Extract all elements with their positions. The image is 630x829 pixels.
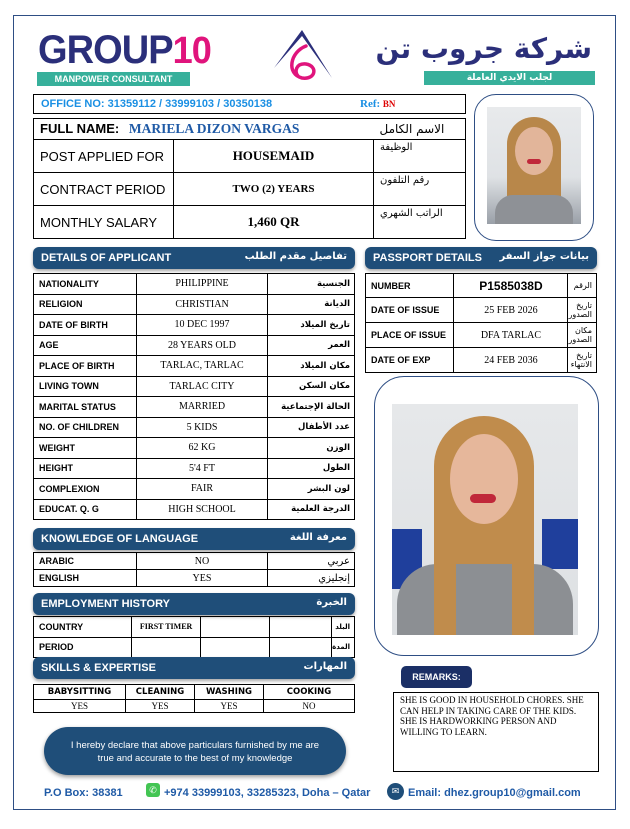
group10-logo [38,30,211,71]
remarks-text: SHE IS GOOD IN HOUSEHOLD CHORES. SHE CAN HELP IN TAKING CARE OF THE KIDS. SHE IS HARDWORKING PERSON AND WILLING TO LEARN. [393,692,599,772]
small-photo-frame [474,94,594,241]
table-row [34,617,355,638]
row-label: DATE OF BIRTH [34,315,137,336]
skills-title: SKILLS & EXPERTISE [41,662,156,674]
large-photo-frame [374,376,599,656]
row-arabic: البلد [332,617,355,638]
passport-number: P1585038D [454,274,568,298]
row-arabic: العمر [268,335,355,356]
passport-section-header [365,247,597,269]
contract-arabic: رقم التلفون [374,173,466,206]
row-value: 5 KIDS [137,417,268,438]
period-value [270,637,332,658]
language-title: KNOWLEDGE OF LANGUAGE [41,533,199,545]
salary-arabic: الراتب الشهري [374,206,466,239]
row-value: PHILIPPINE [137,274,268,295]
applicant-details-table [33,273,355,520]
language-table [33,552,355,587]
contract-value: TWO (2) YEARS [174,173,374,206]
email-icon: ✉ [387,783,404,800]
table-row [34,294,355,315]
row-arabic: الوزن [268,438,355,459]
row-label: LIVING TOWN [34,376,137,397]
country-value [201,617,270,638]
row-arabic: عدد الأطفال [268,417,355,438]
row-arabic: تاريخ الميلاد [268,315,355,336]
row-label: MARITAL STATUS [34,397,137,418]
row-label: NO. OF CHILDREN [34,417,137,438]
logo-text: GROUP [38,28,173,72]
table-row [366,348,597,373]
table-row [34,335,355,356]
row-value: 24 FEB 2036 [454,348,568,373]
table-row [34,438,355,459]
row-arabic: الجنسية [268,274,355,295]
row-label: COMPLEXION [34,479,137,500]
row-arabic: المدة [332,637,355,658]
skill-label: COOKING [264,685,355,700]
table-row [34,570,355,587]
declaration-banner [44,727,346,775]
table-row [34,376,355,397]
summary-table [33,118,466,239]
table-row [34,356,355,377]
applicant-title-arabic: تفاصيل مقدم الطلب [244,251,347,262]
row-arabic: مكان الصدور [568,323,597,348]
table-row [34,274,355,295]
ref-value: BN [382,99,396,109]
row-label: WEIGHT [34,438,137,459]
salary-value: 1,460 QR [174,206,374,239]
logo-tagline: MANPOWER CONSULTANT [37,72,190,86]
reference [360,98,395,110]
table-row [34,499,355,520]
row-label: COUNTRY [34,617,132,638]
row-label: ENGLISH [34,570,137,587]
row-label: PLACE OF BIRTH [34,356,137,377]
table-row [34,315,355,336]
full-name-cell [34,119,374,140]
skills-table [33,684,355,713]
table-row [34,553,355,570]
row-value: 62 KG [137,438,268,459]
row-value: TARLAC CITY [137,376,268,397]
row-arabic: الدرجة العلمية [268,499,355,520]
row-arabic: مكان السكن [268,376,355,397]
row-label: PLACE OF ISSUE [366,323,454,348]
period-value [132,637,201,658]
full-name-label: FULL NAME: [40,121,120,136]
row-label: NUMBER [366,274,454,298]
table-row [366,274,597,298]
skill-label: BABYSITTING [34,685,126,700]
employment-table [33,616,355,658]
declaration-line-1: I hereby declare that above particulars furnished by me are [70,740,320,751]
language-section-header [33,528,355,550]
table-row [34,479,355,500]
post-value: HOUSEMAID [174,140,374,173]
row-label: PERIOD [34,637,132,658]
row-value: YES [137,570,268,587]
salary-label: MONTHLY SALARY [34,206,174,239]
row-arabic: تاريخ الصدور [568,298,597,323]
passport-title-arabic: بيانات جواز السفر [499,251,589,262]
row-label: NATIONALITY [34,274,137,295]
post-arabic: الوظيفة [374,140,466,173]
skill-value: YES [126,700,195,713]
language-title-arabic: معرفة اللغة [289,532,347,543]
applicant-section-header [33,247,355,269]
row-value: FAIR [137,479,268,500]
row-label: ARABIC [34,553,137,570]
office-numbers-box [33,94,466,114]
contract-label: CONTRACT PERIOD [34,173,174,206]
table-row [34,458,355,479]
house-logo-icon [272,26,334,84]
row-value: CHRISTIAN [137,294,268,315]
logo-number: 10 [172,30,211,72]
declaration-line-2: true and accurate to the best of my knowledge [97,753,293,764]
skills-section-header [33,657,355,679]
row-label: AGE [34,335,137,356]
passport-table [365,273,597,373]
passport-title: PASSPORT DETAILS [373,252,482,264]
row-arabic: تاريخ الانتهاء [568,348,597,373]
arabic-tagline: لجلب الايدي العاملة [424,71,595,85]
table-row [366,298,597,323]
row-arabic: الديانة [268,294,355,315]
office-numbers: OFFICE NO: 31359112 / 33999103 / 30350138 [41,98,273,110]
row-arabic: لون البشر [268,479,355,500]
row-label: DATE OF ISSUE [366,298,454,323]
country-value: FIRST TIMER [132,617,201,638]
row-arabic: الرقم [568,274,597,298]
skill-value: NO [264,700,355,713]
row-value: 28 YEARS OLD [137,335,268,356]
row-value: HIGH SCHOOL [137,499,268,520]
country-value [270,617,332,638]
whatsapp-icon: ✆ [146,783,160,797]
skills-title-arabic: المهارات [303,661,347,672]
table-row [34,417,355,438]
row-value: NO [137,553,268,570]
ref-label: Ref: [360,98,381,110]
row-arabic: الحالة الإجتماعية [268,397,355,418]
arabic-logo: شركة جروب تن [375,32,592,65]
row-value: DFA TARLAC [454,323,568,348]
row-arabic: عربي [268,553,355,570]
row-label: HEIGHT [34,458,137,479]
full-name-value: MARIELA DIZON VARGAS [128,121,300,136]
full-name-arabic: الاسم الكامل [374,119,466,140]
row-label: RELIGION [34,294,137,315]
remarks-label: REMARKS: [401,666,472,688]
row-value: 5'4 FT [137,458,268,479]
row-label: DATE OF EXP [366,348,454,373]
post-label: POST APPLIED FOR [34,140,174,173]
row-value: MARRIED [137,397,268,418]
row-arabic: مكان الميلاد [268,356,355,377]
row-arabic: إنجليزي [268,570,355,587]
employment-title-arabic: الخبرة [316,597,347,608]
row-value: 25 FEB 2026 [454,298,568,323]
email-link[interactable]: Email: dhez.group10@gmail.com [408,787,581,799]
employment-section-header [33,593,355,615]
phone-numbers: +974 33999103, 33285323, Doha – Qatar [164,787,371,799]
row-value: 10 DEC 1997 [137,315,268,336]
skill-value: YES [195,700,264,713]
row-label: EDUCAT. Q. G [34,499,137,520]
applicant-photo-large [392,404,578,635]
row-value: TARLAC, TARLAC [137,356,268,377]
table-row [34,397,355,418]
row-arabic: الطول [268,458,355,479]
skill-value: YES [34,700,126,713]
applicant-title: DETAILS OF APPLICANT [41,252,172,264]
employment-title: EMPLOYMENT HISTORY [41,598,170,610]
skill-label: CLEANING [126,685,195,700]
applicant-photo-small [487,107,581,224]
po-box: P.O Box: 38381 [44,787,123,799]
table-row [34,637,355,658]
period-value [201,637,270,658]
skill-label: WASHING [195,685,264,700]
table-row [366,323,597,348]
